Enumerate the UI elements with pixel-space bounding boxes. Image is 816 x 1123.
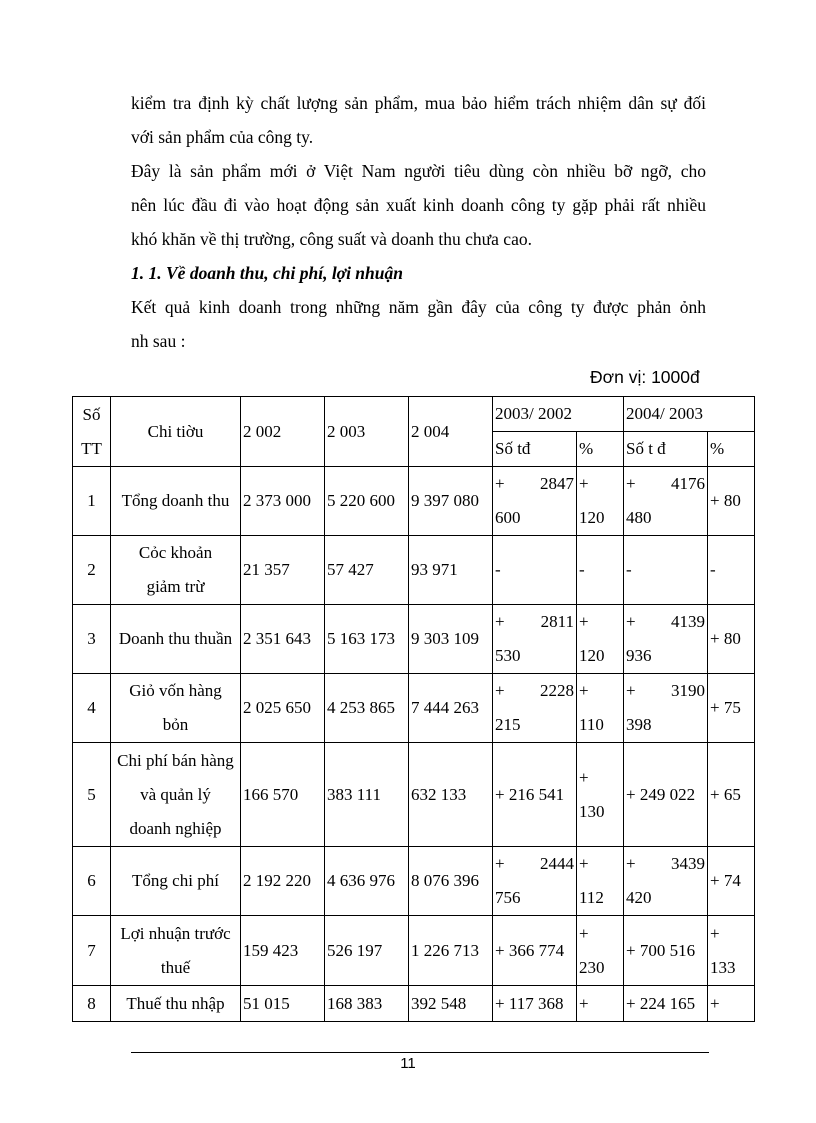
header-stt-top: Số	[82, 404, 101, 424]
header-pct-2: %	[708, 432, 755, 467]
row-item: Tổng doanh thu	[111, 467, 241, 536]
row-item-line: giảm trừ	[146, 577, 205, 596]
row-item: Doanh thu thuần	[111, 605, 241, 674]
row-number: 7	[73, 916, 111, 986]
paragraph-line: với sản phẩm của công ty.	[131, 127, 314, 147]
row-item	[111, 916, 241, 986]
diff-2003-2002	[493, 605, 577, 674]
pct-top: +	[579, 923, 589, 943]
pct-2003-2002	[577, 605, 624, 674]
value-2002: 51 015	[241, 986, 325, 1022]
pct-top: +	[579, 474, 589, 493]
header-cmp-2004-2003: 2004/ 2003	[624, 397, 755, 432]
diff-sign: +	[495, 474, 505, 493]
diff-top: 3439	[671, 854, 705, 873]
value-2004: 9 397 080	[409, 467, 493, 536]
pct-2004-2003: + 74	[708, 847, 755, 916]
table-row	[73, 605, 755, 674]
pct-2003-2002	[577, 674, 624, 743]
diff-2004-2003	[624, 605, 708, 674]
table-row	[73, 986, 755, 1022]
row-item-line: Chi phí bán hàng	[117, 750, 234, 770]
value-2003: 383 111	[325, 743, 409, 847]
value-2002: 2 351 643	[241, 605, 325, 674]
row-item-line: bỏn	[162, 715, 189, 734]
diff-top: 4139	[671, 612, 705, 631]
value-2002: 166 570	[241, 743, 325, 847]
row-item: Tổng chi phí	[111, 847, 241, 916]
pct-top: +	[579, 612, 589, 631]
pct-2003-2002: +	[577, 986, 624, 1022]
value-2004: 7 444 263	[409, 674, 493, 743]
pct-2004-2003: +	[708, 986, 755, 1022]
pct-top: +	[579, 767, 589, 787]
header-row	[73, 397, 755, 432]
diff-2004-2003: + 224 165	[624, 986, 708, 1022]
diff-sign: +	[626, 474, 636, 493]
diff-2003-2002	[493, 847, 577, 916]
business-results-table	[72, 396, 755, 1022]
pct-2004-2003: + 75	[708, 674, 755, 743]
diff-top: 3190	[671, 681, 705, 700]
unit-label: Đơn vị: 1000đ	[590, 367, 700, 387]
pct-2003-2002	[577, 847, 624, 916]
diff-2004-2003	[624, 674, 708, 743]
pct-2004-2003	[708, 916, 755, 986]
diff-2004-2003: + 700 516	[624, 916, 708, 986]
table-row	[73, 916, 755, 986]
header-2004: 2 004	[409, 397, 493, 467]
paragraph-line: nên lúc đầu đi vào hoạt động sản xuất kinh doanh công ty gặp phải rất nhiều	[131, 195, 706, 215]
header-cmp-2003-2002: 2003/ 2002	[493, 397, 624, 432]
value-2004: 1 226 713	[409, 916, 493, 986]
diff-2003-2002: + 117 368	[493, 986, 577, 1022]
row-item	[111, 674, 241, 743]
row-item-line: Lợi nhuận trước	[120, 923, 231, 943]
diff-2003-2002: + 216 541	[493, 743, 577, 847]
diff-bottom: 530	[495, 646, 521, 665]
header-2002: 2 002	[241, 397, 325, 467]
value-2002: 2 025 650	[241, 674, 325, 743]
table-row	[73, 536, 755, 605]
value-2003: 57 427	[325, 536, 409, 605]
diff-top: 2444	[540, 854, 574, 873]
row-number: 5	[73, 743, 111, 847]
value-2002: 21 357	[241, 536, 325, 605]
diff-bottom: 398	[626, 715, 652, 734]
pct-2003-2002: -	[577, 536, 624, 605]
diff-bottom: 600	[495, 508, 521, 527]
diff-2003-2002	[493, 467, 577, 536]
paragraph-2	[131, 154, 706, 256]
value-2004: 93 971	[409, 536, 493, 605]
header-2003: 2 003	[325, 397, 409, 467]
pct-2004-2003: + 80	[708, 467, 755, 536]
row-item-line: và quản lý	[140, 784, 211, 804]
pct-2004-2003: -	[708, 536, 755, 605]
pct-bottom: 112	[579, 888, 604, 907]
pct-2004-2003: + 65	[708, 743, 755, 847]
diff-2004-2003: + 249 022	[624, 743, 708, 847]
value-2004: 8 076 396	[409, 847, 493, 916]
diff-bottom: 756	[495, 888, 521, 907]
value-2003: 5 163 173	[325, 605, 409, 674]
value-2002: 159 423	[241, 916, 325, 986]
table-row	[73, 743, 755, 847]
row-number: 8	[73, 986, 111, 1022]
row-item-line: Giỏ vốn hàng	[129, 681, 222, 700]
row-item-line: Cỏc khoản	[138, 543, 213, 562]
diff-2004-2003: -	[624, 536, 708, 605]
value-2004: 9 303 109	[409, 605, 493, 674]
row-item	[111, 743, 241, 847]
diff-top: 4176	[671, 474, 705, 493]
row-number: 4	[73, 674, 111, 743]
paragraph-3	[131, 290, 706, 358]
pct-2003-2002	[577, 467, 624, 536]
table-row	[73, 674, 755, 743]
paragraph-1	[131, 86, 706, 154]
pct-bottom: 130	[579, 801, 605, 821]
diff-2003-2002: + 366 774	[493, 916, 577, 986]
diff-bottom: 420	[626, 888, 652, 907]
diff-sign: +	[495, 681, 505, 700]
row-item-line: doanh nghiệp	[129, 818, 222, 838]
diff-2003-2002	[493, 674, 577, 743]
row-number: 1	[73, 467, 111, 536]
header-abs-1: Số tđ	[493, 432, 577, 467]
value-2004: 632 133	[409, 743, 493, 847]
pct-bottom: 120	[579, 646, 605, 665]
paragraph-line: nh sau :	[131, 331, 186, 351]
value-2003: 4 636 976	[325, 847, 409, 916]
paragraph-line: Kết quả kinh doanh trong những năm gần đây của công ty được phản ỏnh	[131, 297, 706, 317]
diff-top: 2847	[540, 474, 574, 493]
header-pct-1: %	[577, 432, 624, 467]
table-row	[73, 847, 755, 916]
pct-top: +	[579, 854, 589, 873]
paragraph-line: khó khăn về thị trường, công suất và doanh thu chưa cao.	[131, 229, 532, 249]
diff-sign: +	[495, 612, 505, 631]
paragraph-line: Đây là sản phẩm mới ở Việt Nam người tiêu dùng còn nhiều bỡ ngỡ, cho	[131, 161, 706, 181]
value-2003: 526 197	[325, 916, 409, 986]
pct-top: +	[710, 923, 720, 943]
pct-bottom: 133	[710, 957, 736, 977]
pct-bottom: 120	[579, 508, 605, 527]
row-number: 6	[73, 847, 111, 916]
pct-2004-2003: + 80	[708, 605, 755, 674]
pct-2003-2002	[577, 916, 624, 986]
header-item: Chi tiờu	[111, 397, 241, 467]
value-2003: 5 220 600	[325, 467, 409, 536]
diff-sign: +	[626, 612, 636, 631]
row-item	[111, 536, 241, 605]
diff-bottom: 215	[495, 715, 521, 734]
table-row	[73, 467, 755, 536]
diff-sign: +	[626, 681, 636, 700]
diff-2004-2003	[624, 467, 708, 536]
diff-sign: +	[626, 854, 636, 873]
header-stt-bottom: TT	[81, 438, 102, 458]
pct-top: +	[579, 681, 589, 700]
diff-top: 2228	[540, 681, 574, 700]
row-item: Thuế thu nhập	[111, 986, 241, 1022]
value-2003: 168 383	[325, 986, 409, 1022]
value-2002: 2 192 220	[241, 847, 325, 916]
diff-2003-2002: -	[493, 536, 577, 605]
diff-bottom: 936	[626, 646, 652, 665]
pct-bottom: 110	[579, 715, 604, 734]
footer-divider	[131, 1052, 709, 1053]
row-number: 3	[73, 605, 111, 674]
diff-sign: +	[495, 854, 505, 873]
pct-bottom: 230	[579, 957, 605, 977]
row-item-line: thuế	[160, 957, 191, 977]
paragraph-line: kiểm tra định kỳ chất lượng sản phẩm, mua bảo hiểm trách nhiệm dân sự đối	[131, 93, 706, 113]
value-2002: 2 373 000	[241, 467, 325, 536]
diff-bottom: 480	[626, 508, 652, 527]
pct-2003-2002	[577, 743, 624, 847]
section-heading: 1. 1. Về doanh thu, chi phí, lợi nhuận	[131, 263, 403, 283]
value-2004: 392 548	[409, 986, 493, 1022]
page-number: 11	[400, 1055, 416, 1072]
row-number: 2	[73, 536, 111, 605]
header-abs-2: Số t đ	[624, 432, 708, 467]
diff-2004-2003	[624, 847, 708, 916]
value-2003: 4 253 865	[325, 674, 409, 743]
diff-top: 2811	[540, 612, 574, 631]
header-stt	[73, 397, 111, 467]
